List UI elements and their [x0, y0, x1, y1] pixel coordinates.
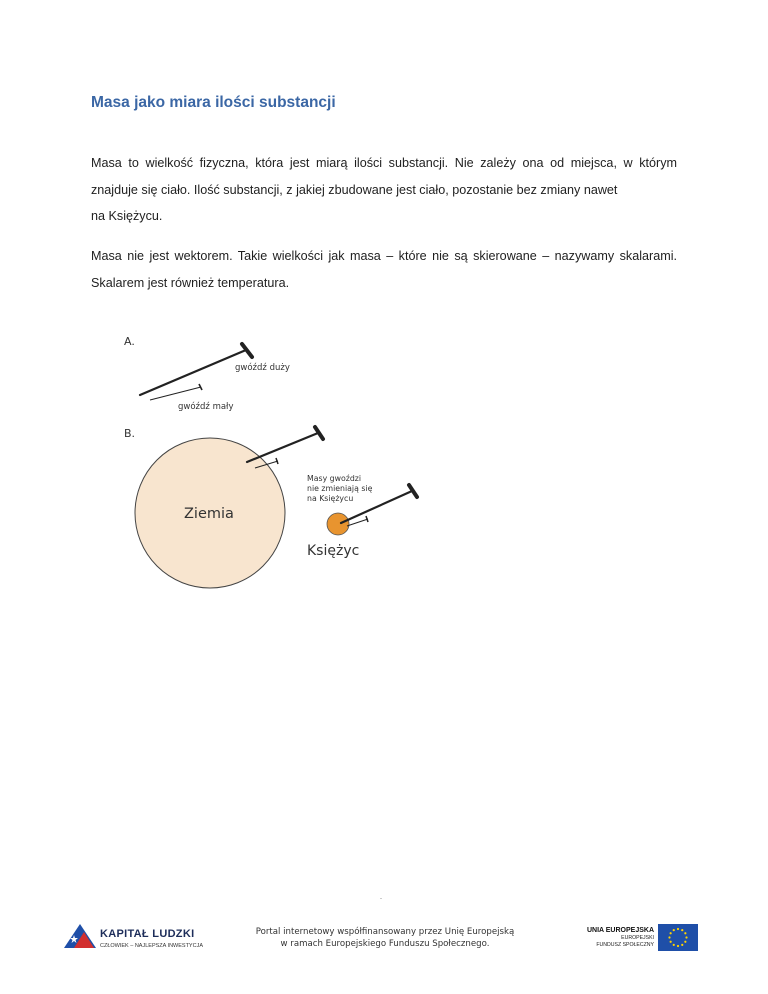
earth-big-nail-shaft — [247, 433, 318, 462]
earth-label: Ziemia — [184, 506, 234, 522]
small-nail-label: gwóźdź mały — [178, 402, 234, 412]
paragraph-mass-definition — [91, 150, 677, 230]
earth-small-nail-head — [276, 458, 278, 464]
page-dot — [380, 898, 382, 899]
paragraph-line: na Księżycu. — [91, 209, 163, 223]
paragraph-line: znajduje się ciało. Ilość substancji, z jakiej zbudowane jest ciało, pozostanie bez zmiany nawet — [91, 182, 618, 197]
moon-note-line: Masy gwoździ — [307, 474, 362, 483]
moon-circle — [327, 513, 349, 535]
eu-logo-line: FUNDUSZ SPOŁECZNY — [596, 942, 654, 948]
eu-flag-icon — [658, 924, 698, 951]
eu-logo-line: EUROPEJSKI — [621, 935, 654, 941]
moon-label: Księżyc — [307, 543, 360, 559]
footer-line: w ramach Europejskiego Funduszu Społecznego. — [280, 939, 490, 949]
big-nail-label: gwóźdź duży — [235, 363, 290, 373]
eu-logo-text — [570, 926, 654, 949]
footer-funding-note — [240, 926, 530, 950]
figure-label-a: A. — [124, 335, 135, 348]
paragraph-line: Masa nie jest wektorem. Takie wielkości jak masa – które nie są skierowane – nazywamy skalarami. — [91, 249, 677, 263]
page-title: Masa jako miara ilości substancji — [91, 94, 336, 111]
moon-note — [307, 474, 375, 503]
eu-logo-title: UNIA EUROPEJSKA — [586, 927, 654, 934]
moon-note-line: nie zmieniają się — [307, 484, 373, 493]
paragraph-scalar — [91, 243, 677, 296]
big-nail-shaft — [140, 350, 246, 395]
small-nail-shaft — [150, 387, 201, 400]
moon-note-line: na Księżycu — [307, 494, 354, 503]
paragraph-line: Skalarem jest również temperatura. — [91, 275, 290, 290]
figure-label-b: B. — [124, 427, 136, 440]
moon-small-nail-head — [366, 516, 368, 522]
footer-line: Portal internetowy współfinansowany przez Unię Europejską — [255, 927, 515, 937]
kapital-ludzki-title: KAPITAŁ LUDZKI — [100, 928, 195, 940]
nails-illustration — [110, 330, 450, 590]
paragraph-line: Masa to wielkość fizyczna, która jest miarą ilości substancji. Nie zależy ona od miejsca, w którym — [91, 156, 677, 170]
kapital-ludzki-subtitle: CZŁOWIEK – NAJLEPSZA INWESTYCJA — [100, 943, 203, 949]
